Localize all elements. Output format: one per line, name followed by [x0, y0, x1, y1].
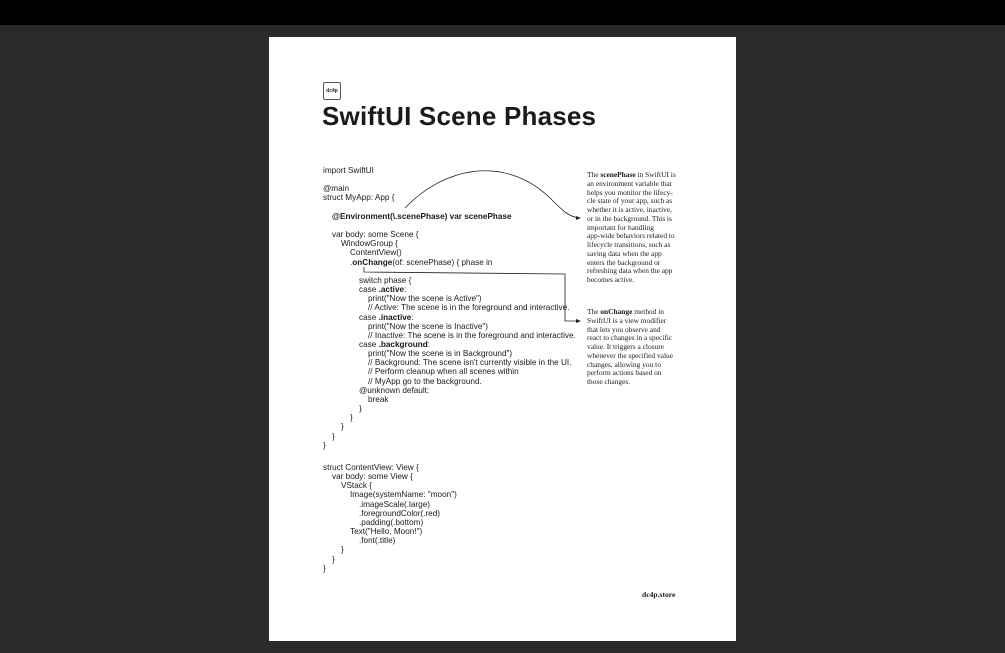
note-text: whether it is active, inactive, — [587, 205, 672, 214]
note-text: those changes. — [587, 377, 631, 386]
note-text: perform actions based on — [587, 368, 662, 378]
code-token: } — [323, 440, 326, 450]
note-text: becomes active. — [587, 275, 635, 284]
note-text: refreshing data when the app — [587, 266, 673, 276]
code-token: // Perform cleanup when all scenes within — [368, 367, 519, 377]
note-text: in SwiftUI is — [635, 170, 676, 179]
note-text: method in — [632, 307, 665, 316]
top-bar — [0, 0, 1005, 25]
note-text: The — [587, 307, 601, 316]
note-text: The — [587, 170, 601, 179]
code-token: ) var scenePhase — [444, 211, 512, 221]
code-token: case — [359, 339, 379, 349]
code-token: .inactive — [378, 312, 412, 322]
dc4p-logo: dc4p — [323, 82, 341, 100]
note-text: an environment variable that — [587, 178, 672, 188]
code-token: . — [350, 257, 353, 267]
footer-url: dc4p.store — [642, 590, 676, 599]
code-token: .foregroundColor(.red) — [359, 508, 441, 518]
note-text: app-wide behaviors related to — [587, 231, 675, 241]
code-token: Text("Hello, Moon!") — [350, 527, 423, 537]
code-token: break — [368, 394, 389, 404]
note-text: SwiftUI is a view modifier — [587, 315, 667, 325]
code-token: } — [323, 563, 326, 573]
note-text: that lets you observe and — [587, 324, 661, 334]
note-text: react to changes in a specific — [587, 333, 673, 343]
note-text: changes, allowing you to — [587, 359, 661, 369]
arrowhead-onchange — [576, 319, 581, 323]
code-token: @unknown default: — [359, 385, 430, 395]
note-text: cle state of your app, such as — [587, 196, 673, 206]
code-token: } — [332, 554, 335, 564]
note-text: enters the background or — [587, 257, 661, 267]
arrow-scenephase — [405, 171, 580, 218]
code-token: : — [404, 285, 407, 295]
code-token: } — [350, 413, 353, 423]
code-token: var body: some View { — [332, 472, 413, 482]
note-text: saving data when the app — [587, 248, 662, 258]
code-token: // Inactive: The scene is in the foreground and interactive. — [368, 330, 576, 340]
code-token: print("Now the scene is Inactive") — [368, 321, 489, 331]
page-title: SwiftUI Scene Phases — [322, 101, 597, 131]
code-token: .scenePhase — [395, 211, 445, 221]
note-text: lifecycle transitions, such as — [587, 240, 671, 249]
code-token: struct ContentView: View { — [323, 463, 419, 472]
code-token: @Environment(\ — [332, 211, 396, 221]
note-text: important for handling — [587, 222, 654, 232]
arrowhead-scenephase — [576, 216, 581, 220]
code-token: // MyApp go to the background. — [368, 376, 482, 386]
code-token: WindowGroup { — [341, 239, 398, 249]
code-token: : — [427, 339, 430, 349]
note-text: whenever the specified value — [587, 350, 673, 360]
note-text: onChange — [600, 307, 633, 316]
code-token: print("Now the scene is Active") — [368, 294, 482, 304]
annotation-arrows — [269, 37, 736, 641]
code-token: .background — [378, 339, 428, 349]
code-token: import SwiftUI — [323, 166, 374, 175]
code-token: } — [332, 431, 335, 441]
code-token: Image(systemName: "moon") — [350, 490, 457, 500]
code-token: print("Now the scene is in Background") — [368, 349, 513, 359]
code-token: : — [411, 312, 414, 322]
code-token: .padding(.bottom) — [359, 517, 424, 527]
arrow-onchange — [364, 267, 580, 321]
note-text: value. It triggers a closure — [587, 342, 664, 351]
document-page — [269, 37, 736, 641]
code-token: onChange — [352, 257, 393, 267]
code-token: // Active: The scene is in the foreground and interactive. — [368, 303, 570, 313]
code-token: // Background: The scene isn't currently visible in the UI. — [368, 358, 572, 368]
code-token: ContentView() — [350, 248, 402, 258]
note-text: scenePhase — [600, 170, 636, 179]
code-token: } — [341, 422, 344, 432]
code-token: } — [341, 545, 344, 555]
code-token: .active — [378, 285, 405, 295]
code-token: VStack { — [341, 481, 372, 491]
code-token: } — [359, 404, 362, 414]
note-text: helps you monitor the lifecy- — [587, 187, 673, 197]
code-token: case — [359, 312, 379, 322]
code-token: var body: some Scene { — [332, 230, 419, 240]
note-text: or in the background. This is — [587, 213, 672, 223]
code-token: case — [359, 285, 379, 295]
code-token: .font(.title) — [359, 536, 396, 546]
code-token: struct MyApp: App { — [323, 193, 395, 203]
code-token: switch phase { — [359, 275, 412, 285]
code-token: .imageScale(.large) — [359, 499, 430, 509]
code-token: @main — [323, 184, 350, 194]
code-token: (of: scenePhase) { phase in — [392, 257, 493, 267]
